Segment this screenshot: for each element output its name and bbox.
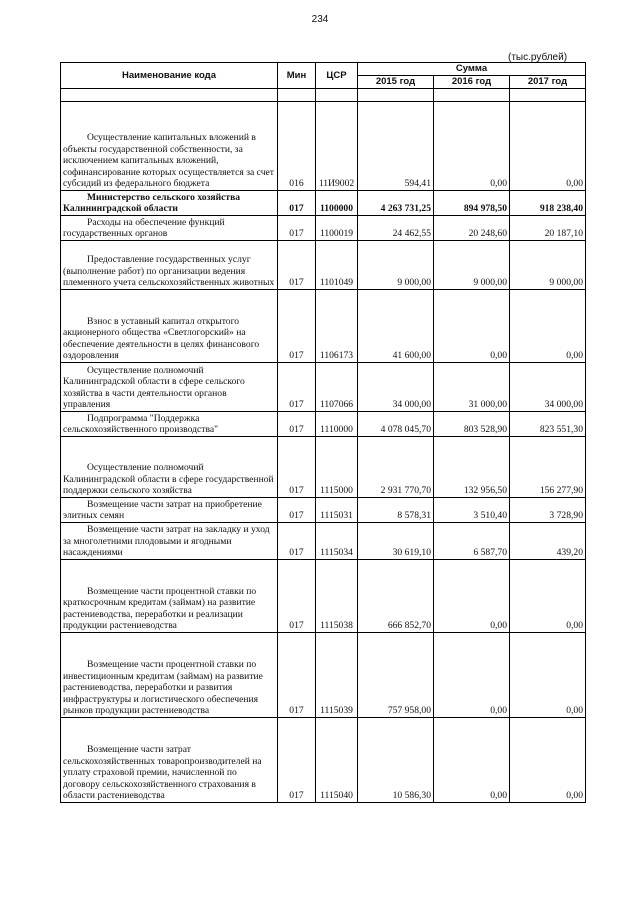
header-min: Мин (278, 63, 316, 89)
row-name: Возмещение части затрат на приобретение элитных семян (61, 498, 278, 523)
row-name: Возмещение части затрат сельскохозяйственных товаропроизводителей на уплату страховой премии, начисленной по договору сельскохозяйственного страхования в области растениеводства (61, 718, 278, 803)
row-min: 017 (278, 718, 316, 803)
table-row (61, 191, 586, 216)
row-value-2016: 132 956,50 (434, 437, 510, 498)
row-min: 017 (278, 498, 316, 523)
row-min: 017 (278, 191, 316, 216)
row-value-2016: 20 248,60 (434, 216, 510, 241)
row-value-2015: 34 000,00 (358, 363, 434, 412)
header-name: Наименование кода (61, 63, 278, 89)
row-value-2016: 803 528,90 (434, 412, 510, 437)
row-name: Возмещение части процентной ставки по инвестиционным кредитам (займам) на развитие растениеводства, переработки и развития инфраструктуры и логистического обеспечения рынков продукции растениеводства (61, 633, 278, 718)
row-min: 017 (278, 523, 316, 560)
row-value-2017: 0,00 (510, 718, 586, 803)
row-name: Предоставление государственных услуг (выполнение работ) по организации ведения племенного учета сельскохозяйственных животных (61, 241, 278, 290)
row-csr: 1115031 (316, 498, 358, 523)
row-name: Расходы на обеспечение функций государственных органов (61, 216, 278, 241)
page-number: 234 (311, 14, 329, 25)
row-value-2015: 4 078 045,70 (358, 412, 434, 437)
row-value-2017: 34 000,00 (510, 363, 586, 412)
table-row (61, 437, 586, 498)
row-value-2015: 757 958,00 (358, 633, 434, 718)
row-value-2016: 0,00 (434, 718, 510, 803)
row-value-2016: 0,00 (434, 290, 510, 363)
row-min: 017 (278, 290, 316, 363)
row-name: Подпрограмма "Поддержка сельскохозяйственного производства" (61, 412, 278, 437)
row-name: Осуществление полномочий Калининградской области в сфере государственной поддержки сельского хозяйства (61, 437, 278, 498)
header-sum: Сумма (358, 63, 586, 76)
row-min: 017 (278, 216, 316, 241)
row-value-2016: 9 000,00 (434, 241, 510, 290)
row-csr: 1115040 (316, 718, 358, 803)
row-value-2016: 894 978,50 (434, 191, 510, 216)
row-csr: 1101049 (316, 241, 358, 290)
row-value-2017: 0,00 (510, 102, 586, 191)
table-row (61, 633, 586, 718)
row-value-2015: 594,41 (358, 102, 434, 191)
row-value-2017: 439,20 (510, 523, 586, 560)
row-value-2015: 2 931 770,70 (358, 437, 434, 498)
table-row (61, 412, 586, 437)
table-row (61, 216, 586, 241)
table-row (61, 363, 586, 412)
table-row (61, 523, 586, 560)
row-value-2017: 0,00 (510, 290, 586, 363)
row-value-2017: 156 277,90 (510, 437, 586, 498)
row-name: Возмещение части процентной ставки по краткосрочным кредитам (займам) на развитие растениеводства, переработки и реализации продукции растениеводства (61, 560, 278, 633)
row-value-2017: 20 187,10 (510, 216, 586, 241)
row-value-2015: 4 263 731,25 (358, 191, 434, 216)
row-name: Осуществление капитальных вложений в объекты государственной собственности, за исключением капитальных вложений, софинансирование которых осуществляется за счет субсидий из федерального бюджета (61, 102, 278, 191)
row-min: 017 (278, 363, 316, 412)
table-row (61, 290, 586, 363)
row-value-2016: 31 000,00 (434, 363, 510, 412)
row-value-2015: 41 600,00 (358, 290, 434, 363)
row-min: 017 (278, 560, 316, 633)
units-label: (тыс.рублей) (508, 52, 568, 63)
row-value-2015: 24 462,55 (358, 216, 434, 241)
row-value-2017: 0,00 (510, 633, 586, 718)
row-min: 017 (278, 633, 316, 718)
row-csr: 1115000 (316, 437, 358, 498)
table-row (61, 498, 586, 523)
row-value-2017: 9 000,00 (510, 241, 586, 290)
header-csr: ЦСР (316, 63, 358, 89)
row-name: Осуществление полномочий Калининградской области в сфере сельского хозяйства в части деятельности органов управления (61, 363, 278, 412)
row-min: 016 (278, 102, 316, 191)
row-value-2016: 0,00 (434, 633, 510, 718)
header-year-2017: 2017 год (510, 76, 586, 89)
row-csr: 1110000 (316, 412, 358, 437)
row-value-2015: 8 578,31 (358, 498, 434, 523)
table-row (61, 102, 586, 191)
row-csr: 1115039 (316, 633, 358, 718)
row-value-2015: 666 852,70 (358, 560, 434, 633)
row-csr: 1107066 (316, 363, 358, 412)
row-name: Взнос в уставный капитал открытого акционерного общества «Светлогорский» на обеспечение деятельности в целях финансового оздоровления (61, 290, 278, 363)
row-csr: 1100019 (316, 216, 358, 241)
row-value-2017: 918 238,40 (510, 191, 586, 216)
row-value-2017: 823 551,30 (510, 412, 586, 437)
row-csr: 1115034 (316, 523, 358, 560)
row-min: 017 (278, 241, 316, 290)
row-csr: 1106173 (316, 290, 358, 363)
spacer-row (61, 89, 586, 102)
header-year-2016: 2016 год (434, 76, 510, 89)
row-min: 017 (278, 412, 316, 437)
row-name: Министерство сельского хозяйства Калининградской области (61, 191, 278, 216)
header-year-2015: 2015 год (358, 76, 434, 89)
table-row (61, 241, 586, 290)
row-value-2017: 3 728,90 (510, 498, 586, 523)
row-csr: 1100000 (316, 191, 358, 216)
row-min: 017 (278, 437, 316, 498)
budget-table (60, 62, 586, 803)
row-value-2016: 0,00 (434, 102, 510, 191)
row-value-2016: 0,00 (434, 560, 510, 633)
table-row (61, 718, 586, 803)
row-value-2017: 0,00 (510, 560, 586, 633)
row-csr: 1115038 (316, 560, 358, 633)
row-value-2016: 3 510,40 (434, 498, 510, 523)
row-value-2015: 9 000,00 (358, 241, 434, 290)
row-value-2015: 30 619,10 (358, 523, 434, 560)
row-value-2016: 6 587,70 (434, 523, 510, 560)
table-row (61, 560, 586, 633)
row-name: Возмещение части затрат на закладку и уход за многолетними плодовыми и ягодными насаждениями (61, 523, 278, 560)
row-value-2015: 10 586,30 (358, 718, 434, 803)
row-csr: 11И9002 (316, 102, 358, 191)
